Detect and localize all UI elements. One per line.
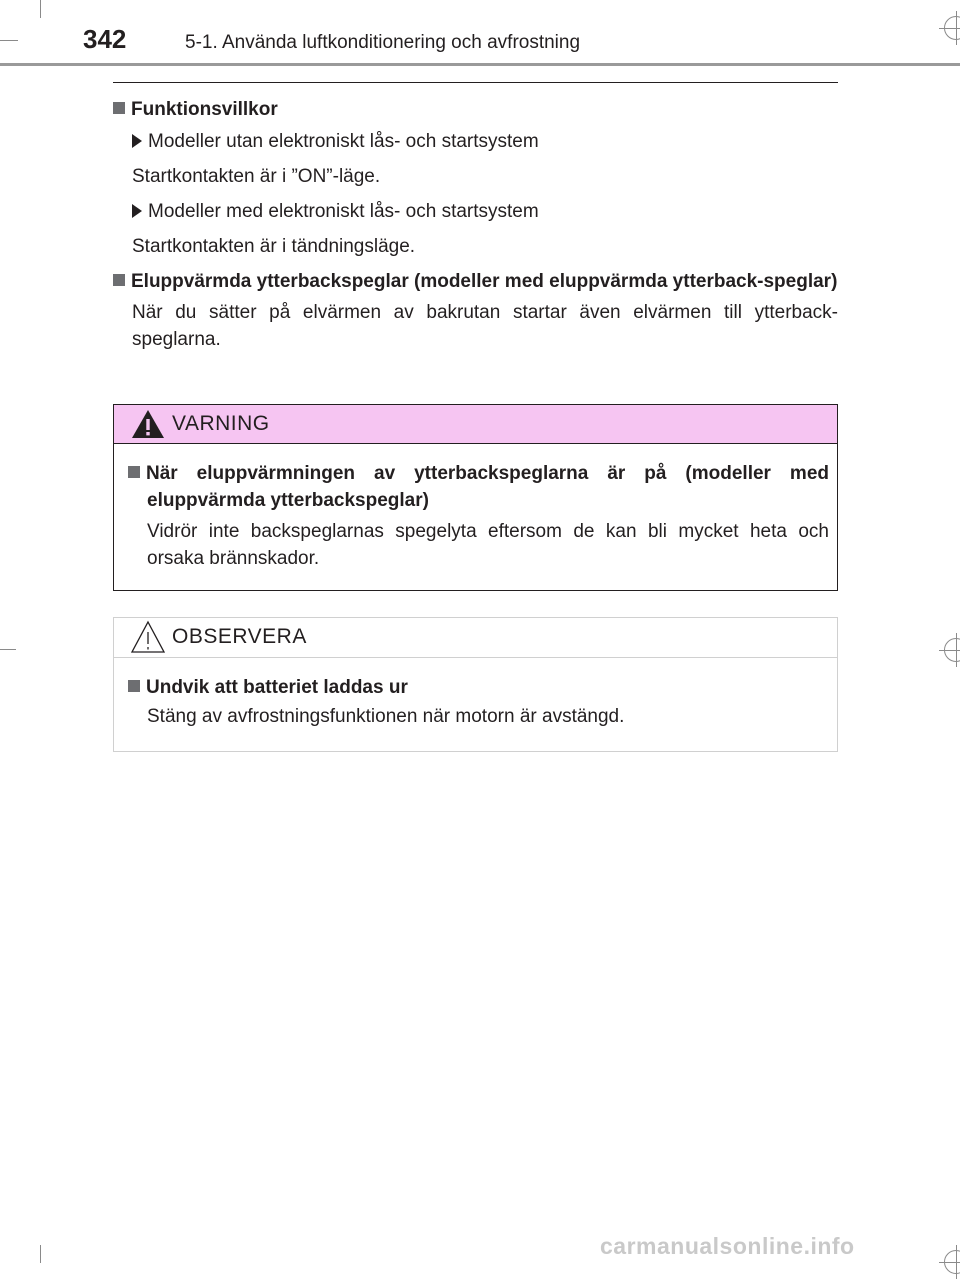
- notice-text: Stäng av avfrostningsfunktionen när motorn är avstängd.: [147, 706, 625, 727]
- warning-heading: När eluppvärmningen av ytterbackspeglarna är på (modeller med eluppvärmda ytterbackspeglar): [128, 460, 829, 514]
- registration-mark-mid-right: [944, 638, 960, 662]
- notice-header: [114, 618, 837, 658]
- section-heading-funktionsvillkor: Funktionsvillkor: [113, 96, 838, 123]
- list-item: Modeller med elektroniskt lås- och startsystem: [113, 198, 838, 225]
- section-heading-eluppvarmda: Eluppvärmda ytterbackspeglar (modeller med eluppvärmda ytterback-speglar): [113, 268, 838, 295]
- header-rule: [0, 63, 960, 66]
- caution-triangle-icon: [130, 620, 166, 654]
- registration-mark-bottom-right: [944, 1250, 960, 1274]
- bullet-square-icon: [128, 466, 140, 478]
- warning-text: Vidrör inte backspeglarnas spegelyta eftersom de kan bli mycket heta och orsaka brännskador.: [147, 521, 829, 569]
- notice-box: [113, 617, 838, 752]
- bullet-square-icon: [128, 680, 140, 692]
- triangle-bullet-icon: [132, 204, 142, 218]
- notice-body: [128, 674, 829, 730]
- bullet-square-icon: [113, 102, 125, 114]
- paragraph: När du sätter på elvärmen av bakrutan startar även elvärmen till ytterback-speglarna.: [132, 302, 838, 350]
- notice-heading: Undvik att batteriet laddas ur: [128, 674, 829, 701]
- crop-mark-mid-left: [0, 649, 16, 650]
- page-header: [0, 0, 960, 70]
- main-content: [113, 96, 838, 353]
- crop-mark-tl-v: [40, 0, 41, 18]
- warning-triangle-icon: [130, 408, 166, 440]
- chapter-title: 5-1. Använda luftkonditionering och avfrostning: [185, 32, 581, 53]
- warning-header: [114, 405, 837, 444]
- bullet-square-icon: [113, 274, 125, 286]
- warning-label: VARNING: [172, 412, 270, 435]
- paragraph: Startkontakten är i tändningsläge.: [132, 236, 416, 257]
- footer-watermark: carmanualsonline.info: [600, 1233, 855, 1259]
- content-top-rule: [113, 82, 838, 83]
- list-item: Modeller utan elektroniskt lås- och startsystem: [113, 128, 838, 155]
- crop-mark-tl: [0, 40, 18, 41]
- crop-mark-bl: [40, 1245, 41, 1263]
- warning-box: [113, 404, 838, 591]
- warning-body: [128, 460, 829, 572]
- notice-label: OBSERVERA: [172, 625, 307, 648]
- page-number: 342: [83, 24, 127, 54]
- paragraph: Startkontakten är i ”ON”-läge.: [132, 166, 381, 187]
- triangle-bullet-icon: [132, 134, 142, 148]
